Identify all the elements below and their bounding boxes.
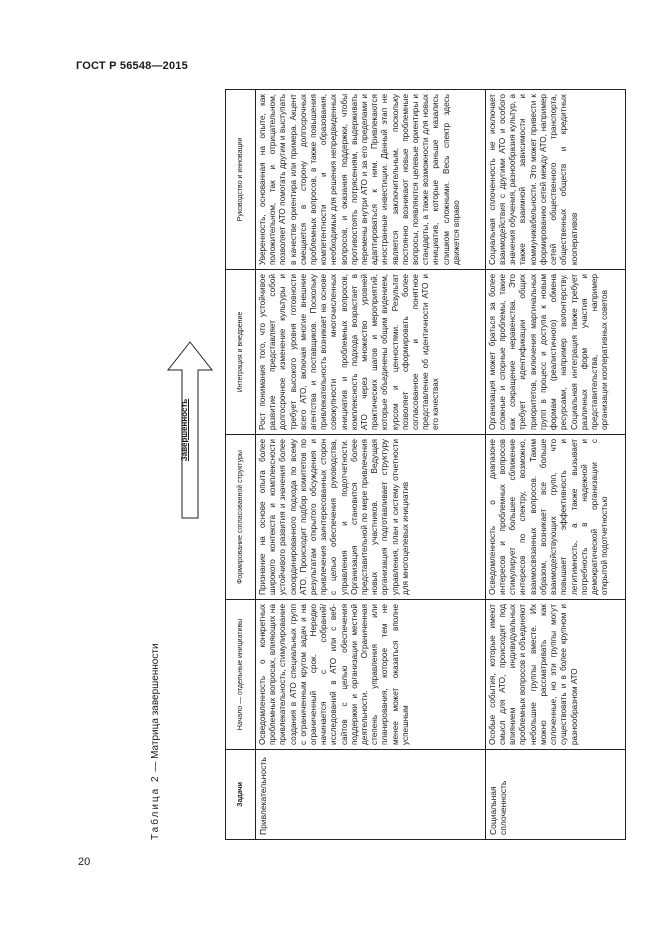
completeness-arrow	[162, 340, 218, 520]
task-cell: Привлекательность	[256, 750, 486, 840]
table-cell: Рост понимания того, что устойчивое развитие представляет собой долгосрочное изменение культуры и требует высокого уровня готовности всего АТО, включая многие внешние агентства и поставщиков. Поскольку привлекательность возникает на основе совокупности многочисленных инициатив и проблемных вопросов, комплексность подхода возрастает в АТО через множество уровней практических шагов и мероприятий, которые объединены общим видением, курсом и ценностями. Результат позволяет сформировать более согласованное и понятное представление об идентичности АТО и его качествах	[256, 270, 486, 435]
column-header: Интеграция и внедрение	[226, 270, 256, 435]
arrow-right-icon	[162, 340, 218, 520]
table-header-row	[226, 90, 256, 840]
table-caption	[150, 643, 161, 840]
completeness-label: Завершенность	[180, 398, 189, 462]
table-cell: Особые события, которые имеют смысл для АТО, происходят под влиянием индивидуальных проблемных вопросов и объединяют небольшие группы вместе. Их можно рассматривать как сплоченные, но эти группы могут существовать и в более крупном и разнообразном АТО	[485, 600, 625, 750]
table-row	[256, 90, 486, 840]
page-number: 20	[78, 856, 91, 868]
standard-code: ГОСТ Р 56548—2015	[76, 60, 188, 72]
table-row	[485, 90, 625, 840]
caption-title: — Матрица завершенности	[150, 643, 161, 775]
table-cell: Организация может браться за более сложные и спорные проблемы, такие как сокращение неравенства. Это требует идентификации общих приоритетов, включения маргинальных групп в процесс и доступа к новым формам (реалистичного) обмена ресурсами, например волонтерству. Социальная интеграция также требует различных форм участия и представительства, например организации кооперативных советов	[485, 270, 625, 435]
column-header: Задачи	[226, 750, 256, 840]
rotated-table-block	[150, 90, 628, 840]
table-cell: Социальная сплоченность не исключает взаимодействия с другими АТО и особого значения обучения, разнообразия культур, а также взаимной зависимости и коммуникабельности. Это может привести к формированию сетей между АТО, например сетей общественного транспорта, общественных обществ и кредитных кооперативов	[485, 90, 625, 270]
column-header: Формирование согласованной структуры	[226, 435, 256, 600]
maturity-matrix-table	[225, 89, 626, 840]
table-cell: Уверенность, основанная на опыте, как положительном, так и отрицательном, позволяет АТО помогать другим и выступать в качестве ориентира или примера. Акцент смещается в сторону долгосрочных проблемных вопросов, в также повышения компетентности и образования, необходимых для решения непредвиденных вопросов, и оказания поддержки, чтобы противостоять потрясениям, выдерживать перемены внутри АТО и за его пределами и адаптироваться к ним. Привлекаются иностранные инвестиции. Данный этап не является заключительным, поскольку постоянно возникают новые проблемные вопросы, появляются целевые ориентиры и стандарты, а также возможности для новых инициатив, которые раньше казались слишком сложными. Весь спектр здесь движется вправо	[256, 90, 486, 270]
table-cell: Признание на основе опыта более широкого контекста и комплексности устойчивого развития и значения более скоординированного подхода по всему АТО. Происходит подбор комитетов по результатам открытого обсуждения и привлечения заинтересованных сторон с целью обеспечения руководства, управления и подотчетности. Организация становится более представительной по мере привлечения новых участников. Ведущая организация подготавливает структуру управления, план и систему отчетности для многоцелевых инициатив	[256, 435, 486, 600]
caption-prefix: Таблица 2	[150, 774, 161, 840]
task-cell: Социальная сплоченность	[485, 750, 625, 840]
table-cell: Осведомленность о конкретных проблемных вопросах, влияющих на привлекательность, стимулирование создания в АТО специальных групп с ограниченным кругом задач и на ограниченный срок. Нередко начинается с собраний/исследований в АТО или с веб-сайтов с целью обеспечения поддержки и организации местной деятельности. Ограниченная степень управления или планирования, которое тем не менее может оказаться вполне успешным	[256, 600, 486, 750]
column-header: Руководство и инновации	[226, 90, 256, 270]
column-header: Начало — отдельные инициативы	[226, 600, 256, 750]
table-cell: Осведомленность о диапазоне интересов и проблемных вопросов стимулирует большее сближение интересов по спектру, возможно, взаимосвязанных вопросов. Таким образом, возникает все больше взаимодействующих групп, что повышает эффективность и легитимность, а также вызывает потребность в надежной и демократической организации с открытой подотчетностью	[485, 435, 625, 600]
